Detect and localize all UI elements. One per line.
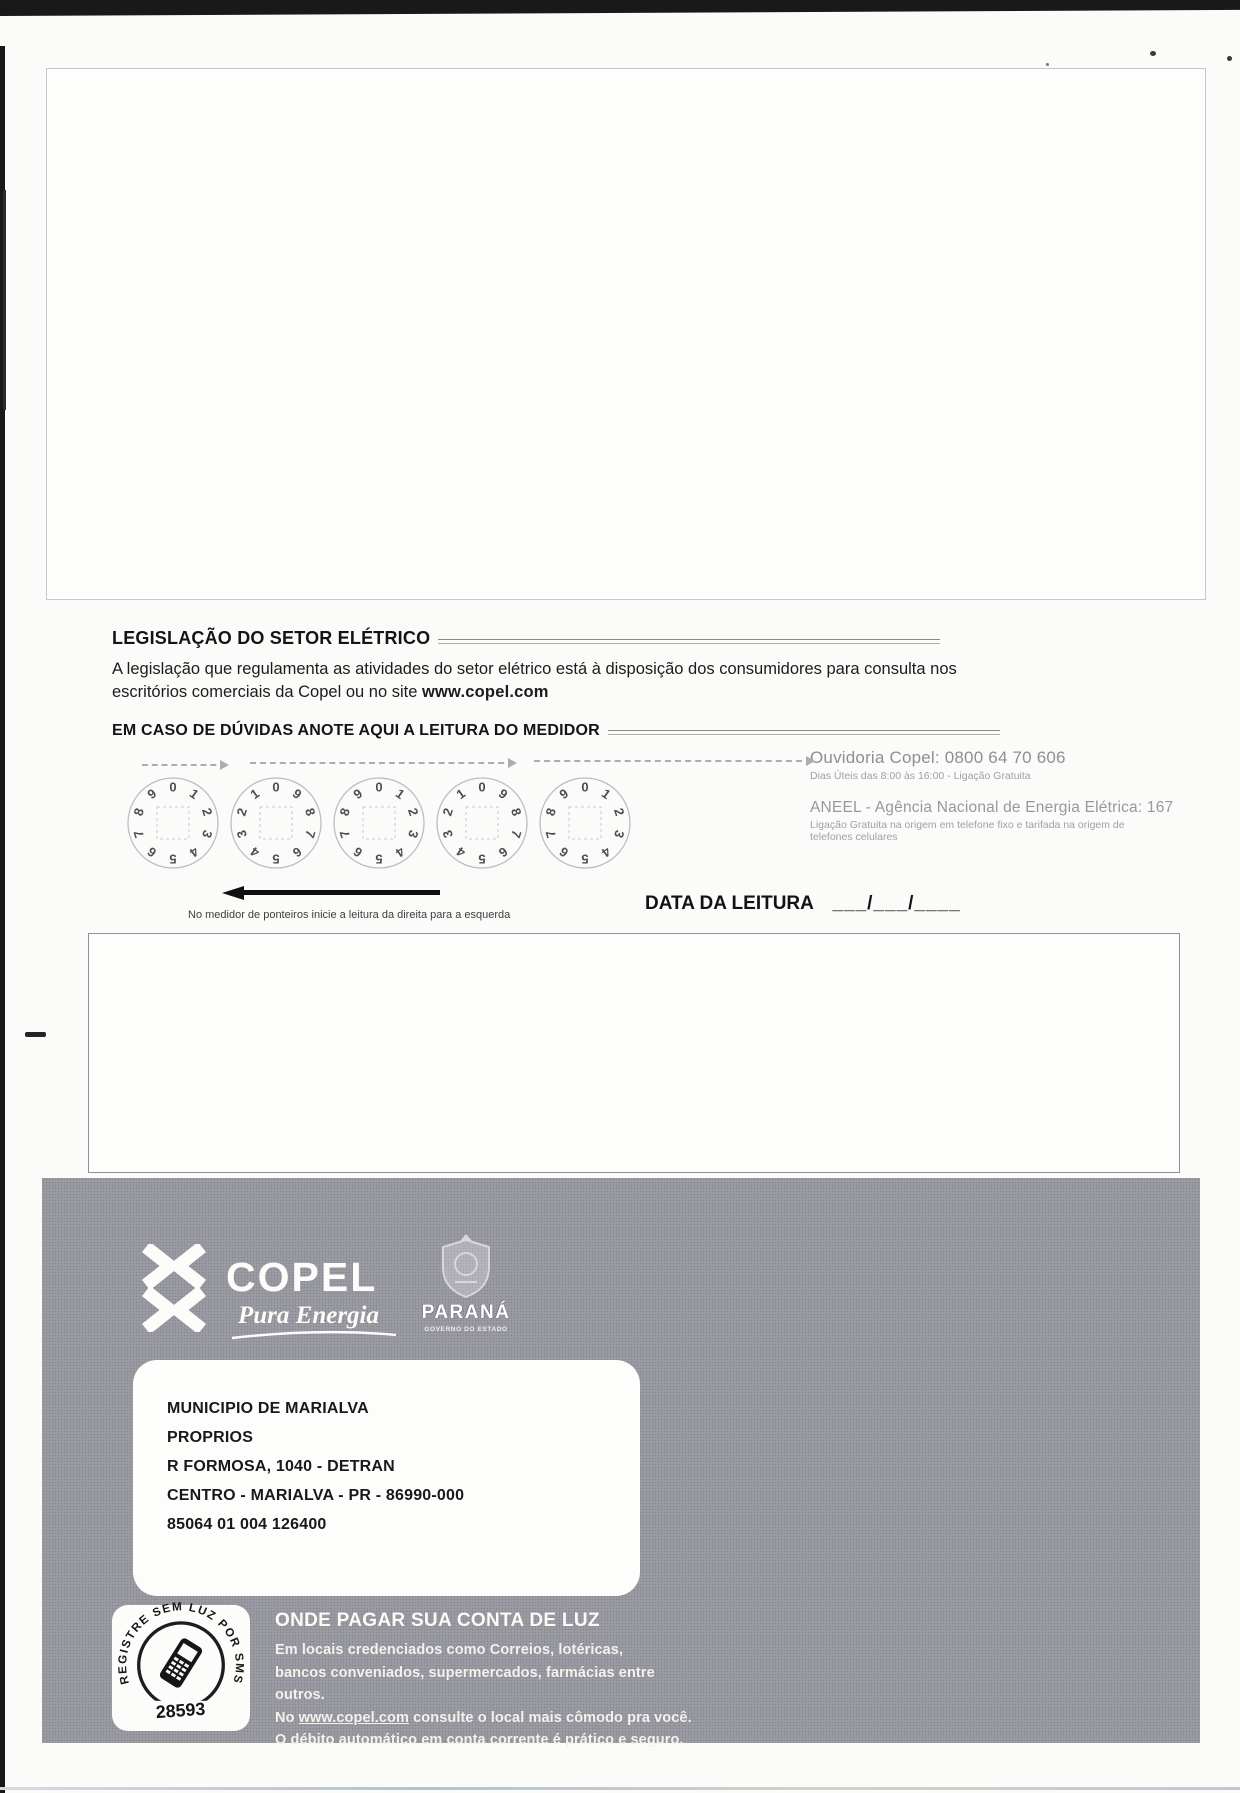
svg-text:1: 1 [453,785,469,803]
where-to-pay-title: ONDE PAGAR SUA CONTA DE LUZ [275,1610,600,1631]
svg-text:8: 8 [507,806,525,818]
address-line: 85064 01 004 126400 [167,1516,327,1533]
svg-text:3: 3 [439,828,457,840]
scan-speck [1046,63,1049,66]
aneel-phone: ANEEL - Agência Nacional de Energia Elétrica: 167 [810,799,1174,816]
svg-text:2: 2 [233,806,251,818]
cellphone-icon [158,1637,204,1690]
blank-middle-frame [88,933,1180,1173]
svg-text:7: 7 [507,828,525,840]
blank-top-frame [46,68,1206,600]
svg-text:9: 9 [556,785,572,803]
parana-coat-of-arms-icon [435,1232,497,1300]
sms-register-stamp [112,1600,250,1731]
scan-edge-left-dark [3,190,6,410]
meter-dial-cw [332,776,426,870]
reading-date-blank-field: ___/___/____ [832,893,961,914]
read-direction-arrow-icon [222,886,440,900]
ouvidoria-phone: Ouvidoria Copel: 0800 64 70 606 [810,748,1066,767]
section-rule [438,639,940,644]
where-to-pay-block [275,1610,695,1752]
parana-wordmark: PARANÁ [421,1302,511,1323]
scan-dash-mark [25,1032,46,1037]
meter-dials [126,776,632,870]
svg-text:9: 9 [495,785,511,803]
address-line: MUNICIPIO DE MARIALVA [167,1400,369,1417]
copel-slogan: Pura Energia [238,1302,380,1329]
svg-text:5: 5 [169,851,177,867]
copel-site-link-text: www.copel.com [298,1709,410,1726]
svg-text:8: 8 [301,806,319,818]
svg-text:6: 6 [556,843,572,861]
svg-text:4: 4 [453,843,469,861]
ouvidoria-hours: Dias Úteis das 8:00 às 16:00 - Ligação Gratuita [810,770,1031,782]
svg-text:1: 1 [392,785,408,803]
svg-text:0: 0 [478,779,486,795]
address-line: R FORMOSA, 1040 - DETRAN [167,1458,395,1475]
pay-line: bancos conveniados, supermercados, farmácias entre outros. [275,1664,655,1703]
svg-text:4: 4 [247,843,263,861]
copel-wordmark: COPEL [226,1254,378,1300]
meter-dial-ccw [229,776,323,870]
svg-text:0: 0 [169,779,177,795]
svg-text:4: 4 [186,843,202,861]
svg-text:1: 1 [186,785,202,803]
svg-text:8: 8 [336,806,354,818]
sms-short-code: 28593 [155,1698,206,1723]
meter-dial-cw [538,776,632,870]
svg-text:4: 4 [392,843,408,861]
sms-stamp-graphic [112,1600,250,1731]
svg-text:3: 3 [404,828,422,840]
svg-text:7: 7 [301,828,319,840]
dial-direction-arrow-icon [250,762,514,764]
scan-edge-bottom [0,1787,1240,1790]
meter-section-title: EM CASO DE DÚVIDAS ANOTE AQUI A LEITURA DO MEDIDOR [112,722,600,739]
svg-text:1: 1 [247,785,263,803]
svg-text:2: 2 [198,806,216,818]
reading-date-label: DATA DA LEITURA [645,893,814,914]
address-window [133,1360,640,1596]
svg-text:2: 2 [404,806,422,818]
svg-text:6: 6 [350,843,366,861]
meter-reading-note: No medidor de ponteiros inicie a leitura da direita para a esquerda [188,909,511,921]
svg-text:9: 9 [289,785,305,803]
svg-text:7: 7 [130,828,148,840]
scan-edge-top [0,0,1240,16]
svg-text:6: 6 [289,843,305,861]
svg-text:7: 7 [542,828,560,840]
slogan-underline-swoosh [230,1328,400,1342]
svg-text:4: 4 [598,843,614,861]
aneel-note: Ligação Gratuita na origem em telefone fixo e tarifada na origem de telefones celulares [810,819,1125,843]
svg-text:3: 3 [610,828,628,840]
svg-text:0: 0 [581,779,589,795]
address-line: PROPRIOS [167,1429,254,1446]
svg-text:7: 7 [336,828,354,840]
section-rule [608,730,1000,735]
dial-direction-arrow-icon [142,764,226,766]
copel-logo-mark-icon [133,1244,215,1332]
svg-text:2: 2 [610,806,628,818]
meter-dial-cw [126,776,220,870]
recipient-address [133,1360,640,1539]
svg-text:9: 9 [350,785,366,803]
svg-text:1: 1 [598,785,614,803]
svg-text:5: 5 [272,851,280,867]
envelope-front-panel [42,1178,1200,1748]
svg-text:0: 0 [272,779,280,795]
legislation-paragraph: A legislação que regulamenta as atividades do setor elétrico está à disposição dos consumidores para consulta nos escritórios comerciais da Copel ou no site www.copel.com [112,660,957,702]
pay-line: Em locais credenciados como Correios, lotéricas, [275,1642,624,1658]
svg-text:8: 8 [542,806,560,818]
svg-text:5: 5 [375,851,383,867]
svg-text:6: 6 [495,843,511,861]
svg-text:0: 0 [375,779,383,795]
legislation-section [112,628,957,705]
legislation-title: LEGISLAÇÃO DO SETOR ELÉTRICO [112,628,431,648]
dial-direction-arrow-icon [534,760,812,762]
address-line: CENTRO - MARIALVA - PR - 86990-000 [167,1487,465,1504]
svg-text:8: 8 [130,806,148,818]
svg-text:5: 5 [581,851,589,867]
pay-line: No www.copel.com consulte o local mais cômodo pra você. [275,1709,692,1726]
svg-text:6: 6 [144,843,160,861]
svg-text:3: 3 [198,828,216,840]
svg-text:9: 9 [144,785,160,803]
parana-government-logo [408,1232,524,1333]
pay-line: O débito automático em conta corrente é prático e seguro. [275,1732,684,1748]
scan-speck [1227,56,1232,61]
sms-stamp-arc-text: REGISTRE SEM LUZ POR SMS [115,1600,247,1686]
meter-reading-section [112,722,1000,740]
scan-speck [1150,51,1156,56]
contacts-column [810,748,1235,843]
copel-site-text: www.copel.com [421,683,549,702]
svg-text:5: 5 [478,851,486,867]
svg-text:3: 3 [233,828,251,840]
meter-dial-ccw [435,776,529,870]
svg-text:2: 2 [439,806,457,818]
parana-subtitle: GOVERNO DO ESTADO [424,1326,508,1333]
reading-date-row [645,893,961,915]
